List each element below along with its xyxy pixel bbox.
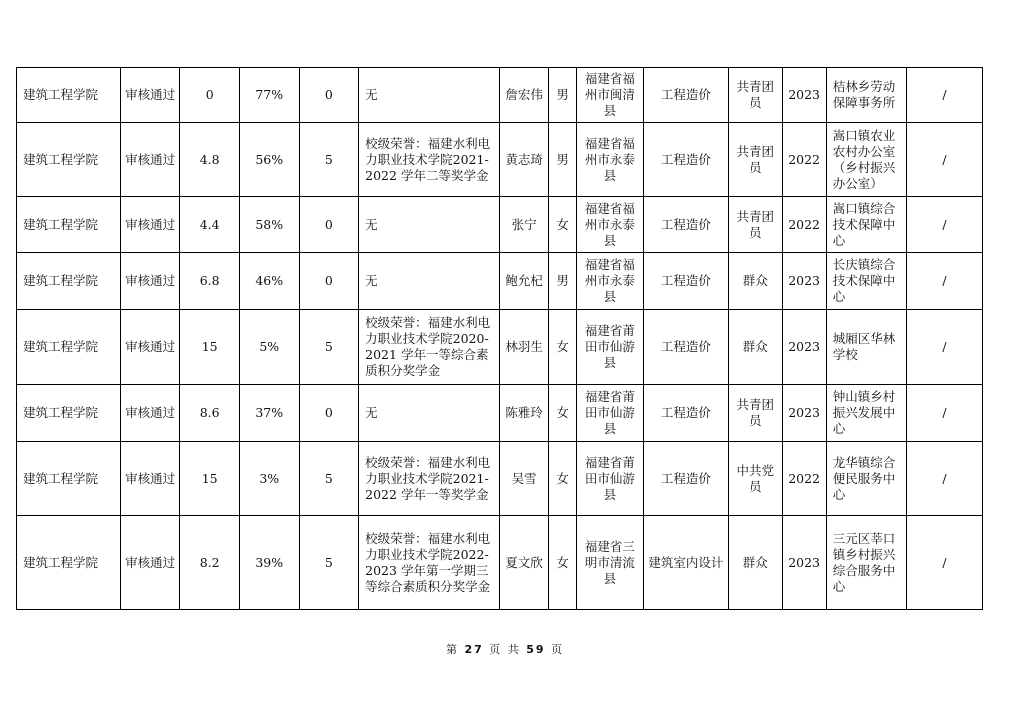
politics-cell: 共青团员 — [729, 197, 782, 253]
honor-cell: 无 — [359, 385, 500, 442]
points-cell: 5 — [299, 442, 359, 516]
major-cell: 工程造价 — [643, 197, 728, 253]
rank-cell: 77% — [239, 68, 299, 123]
origin-cell: 福建省福州市永泰县 — [576, 197, 643, 253]
status-cell: 审核通过 — [120, 385, 180, 442]
origin-cell: 福建省福州市闽清县 — [576, 68, 643, 123]
gender-cell: 男 — [549, 68, 577, 123]
employer-cell: 嵩口镇综合技术保障中心 — [826, 197, 906, 253]
college-cell: 建筑工程学院 — [17, 123, 121, 197]
score-cell: 8.2 — [180, 516, 240, 610]
year-cell: 2023 — [782, 516, 826, 610]
college-cell: 建筑工程学院 — [17, 68, 121, 123]
table-body — [17, 68, 983, 610]
rank-cell: 46% — [239, 253, 299, 310]
points-cell: 5 — [299, 516, 359, 610]
status-cell: 审核通过 — [120, 68, 180, 123]
score-cell: 15 — [180, 442, 240, 516]
score-cell: 4.4 — [180, 197, 240, 253]
college-cell: 建筑工程学院 — [17, 442, 121, 516]
name-cell: 林羽生 — [499, 310, 548, 385]
employer-cell: 长庆镇综合技术保障中心 — [826, 253, 906, 310]
note-cell: / — [906, 197, 982, 253]
current-page-number: 27 — [464, 643, 484, 656]
gender-cell: 女 — [549, 516, 577, 610]
origin-cell: 福建省福州市永泰县 — [576, 123, 643, 197]
gender-cell: 女 — [549, 197, 577, 253]
honor-cell: 校级荣誉：福建水利电力职业技术学院2021-2022 学年二等奖学金 — [359, 123, 500, 197]
table-row — [17, 442, 983, 516]
rank-cell: 3% — [239, 442, 299, 516]
origin-cell: 福建省莆田市仙游县 — [576, 442, 643, 516]
score-cell: 6.8 — [180, 253, 240, 310]
year-cell: 2023 — [782, 310, 826, 385]
table-row — [17, 310, 983, 385]
employer-cell: 钟山镇乡村振兴发展中心 — [826, 385, 906, 442]
note-cell: / — [906, 123, 982, 197]
gender-cell: 女 — [549, 385, 577, 442]
note-cell: / — [906, 68, 982, 123]
status-cell: 审核通过 — [120, 516, 180, 610]
politics-cell: 群众 — [729, 516, 782, 610]
college-cell: 建筑工程学院 — [17, 253, 121, 310]
major-cell: 工程造价 — [643, 385, 728, 442]
table-row — [17, 123, 983, 197]
table-row — [17, 516, 983, 610]
politics-cell: 共青团员 — [729, 385, 782, 442]
college-cell: 建筑工程学院 — [17, 385, 121, 442]
points-cell: 5 — [299, 123, 359, 197]
politics-cell: 群众 — [729, 310, 782, 385]
score-cell: 8.6 — [180, 385, 240, 442]
rank-cell: 56% — [239, 123, 299, 197]
honor-cell: 校级荣誉：福建水利电力职业技术学院2022-2023 学年第一学期三等综合素质积分奖学金 — [359, 516, 500, 610]
table-row — [17, 385, 983, 442]
points-cell: 0 — [299, 197, 359, 253]
employer-cell: 嵩口镇农业农村办公室（乡村振兴办公室） — [826, 123, 906, 197]
status-cell: 审核通过 — [120, 123, 180, 197]
name-cell: 詹宏伟 — [499, 68, 548, 123]
gender-cell: 女 — [549, 310, 577, 385]
points-cell: 0 — [299, 253, 359, 310]
year-cell: 2022 — [782, 442, 826, 516]
candidate-table — [16, 67, 983, 610]
politics-cell: 共青团员 — [729, 68, 782, 123]
employer-cell: 桔林乡劳动保障事务所 — [826, 68, 906, 123]
total-page-number: 59 — [526, 643, 546, 656]
note-cell: / — [906, 253, 982, 310]
score-cell: 15 — [180, 310, 240, 385]
politics-cell: 中共党员 — [729, 442, 782, 516]
year-cell: 2022 — [782, 197, 826, 253]
table-row — [17, 253, 983, 310]
score-cell: 4.8 — [180, 123, 240, 197]
employer-cell: 龙华镇综合便民服务中心 — [826, 442, 906, 516]
status-cell: 审核通过 — [120, 442, 180, 516]
employer-cell: 三元区莘口镇乡村振兴综合服务中心 — [826, 516, 906, 610]
name-cell: 鲍允杞 — [499, 253, 548, 310]
note-cell: / — [906, 442, 982, 516]
table-row — [17, 197, 983, 253]
honor-cell: 校级荣誉：福建水利电力职业技术学院2020-2021 学年一等综合素质积分奖学金 — [359, 310, 500, 385]
honor-cell: 无 — [359, 197, 500, 253]
note-cell: / — [906, 310, 982, 385]
rank-cell: 39% — [239, 516, 299, 610]
politics-cell: 群众 — [729, 253, 782, 310]
name-cell: 黄志琦 — [499, 123, 548, 197]
year-cell: 2023 — [782, 68, 826, 123]
footer-prefix: 第 — [445, 643, 459, 656]
rank-cell: 58% — [239, 197, 299, 253]
gender-cell: 男 — [549, 253, 577, 310]
name-cell: 夏文欣 — [499, 516, 548, 610]
major-cell: 建筑室内设计 — [643, 516, 728, 610]
page-footer — [0, 641, 1010, 657]
name-cell: 吴雪 — [499, 442, 548, 516]
major-cell: 工程造价 — [643, 253, 728, 310]
status-cell: 审核通过 — [120, 310, 180, 385]
origin-cell: 福建省莆田市仙游县 — [576, 385, 643, 442]
rank-cell: 37% — [239, 385, 299, 442]
origin-cell: 福建省福州市永泰县 — [576, 253, 643, 310]
gender-cell: 男 — [549, 123, 577, 197]
year-cell: 2022 — [782, 123, 826, 197]
college-cell: 建筑工程学院 — [17, 197, 121, 253]
origin-cell: 福建省三明市清流县 — [576, 516, 643, 610]
employer-cell: 城厢区华林学校 — [826, 310, 906, 385]
major-cell: 工程造价 — [643, 442, 728, 516]
points-cell: 0 — [299, 385, 359, 442]
major-cell: 工程造价 — [643, 310, 728, 385]
year-cell: 2023 — [782, 385, 826, 442]
major-cell: 工程造价 — [643, 123, 728, 197]
table-row — [17, 68, 983, 123]
honor-cell: 无 — [359, 68, 500, 123]
name-cell: 张宁 — [499, 197, 548, 253]
name-cell: 陈雅玲 — [499, 385, 548, 442]
major-cell: 工程造价 — [643, 68, 728, 123]
footer-suffix: 页 — [551, 643, 565, 656]
gender-cell: 女 — [549, 442, 577, 516]
footer-middle: 页 共 — [489, 643, 521, 656]
note-cell: / — [906, 385, 982, 442]
status-cell: 审核通过 — [120, 253, 180, 310]
year-cell: 2023 — [782, 253, 826, 310]
origin-cell: 福建省莆田市仙游县 — [576, 310, 643, 385]
politics-cell: 共青团员 — [729, 123, 782, 197]
honor-cell: 校级荣誉：福建水利电力职业技术学院2021-2022 学年一等奖学金 — [359, 442, 500, 516]
points-cell: 0 — [299, 68, 359, 123]
score-cell: 0 — [180, 68, 240, 123]
honor-cell: 无 — [359, 253, 500, 310]
rank-cell: 5% — [239, 310, 299, 385]
college-cell: 建筑工程学院 — [17, 310, 121, 385]
college-cell: 建筑工程学院 — [17, 516, 121, 610]
note-cell: / — [906, 516, 982, 610]
points-cell: 5 — [299, 310, 359, 385]
status-cell: 审核通过 — [120, 197, 180, 253]
